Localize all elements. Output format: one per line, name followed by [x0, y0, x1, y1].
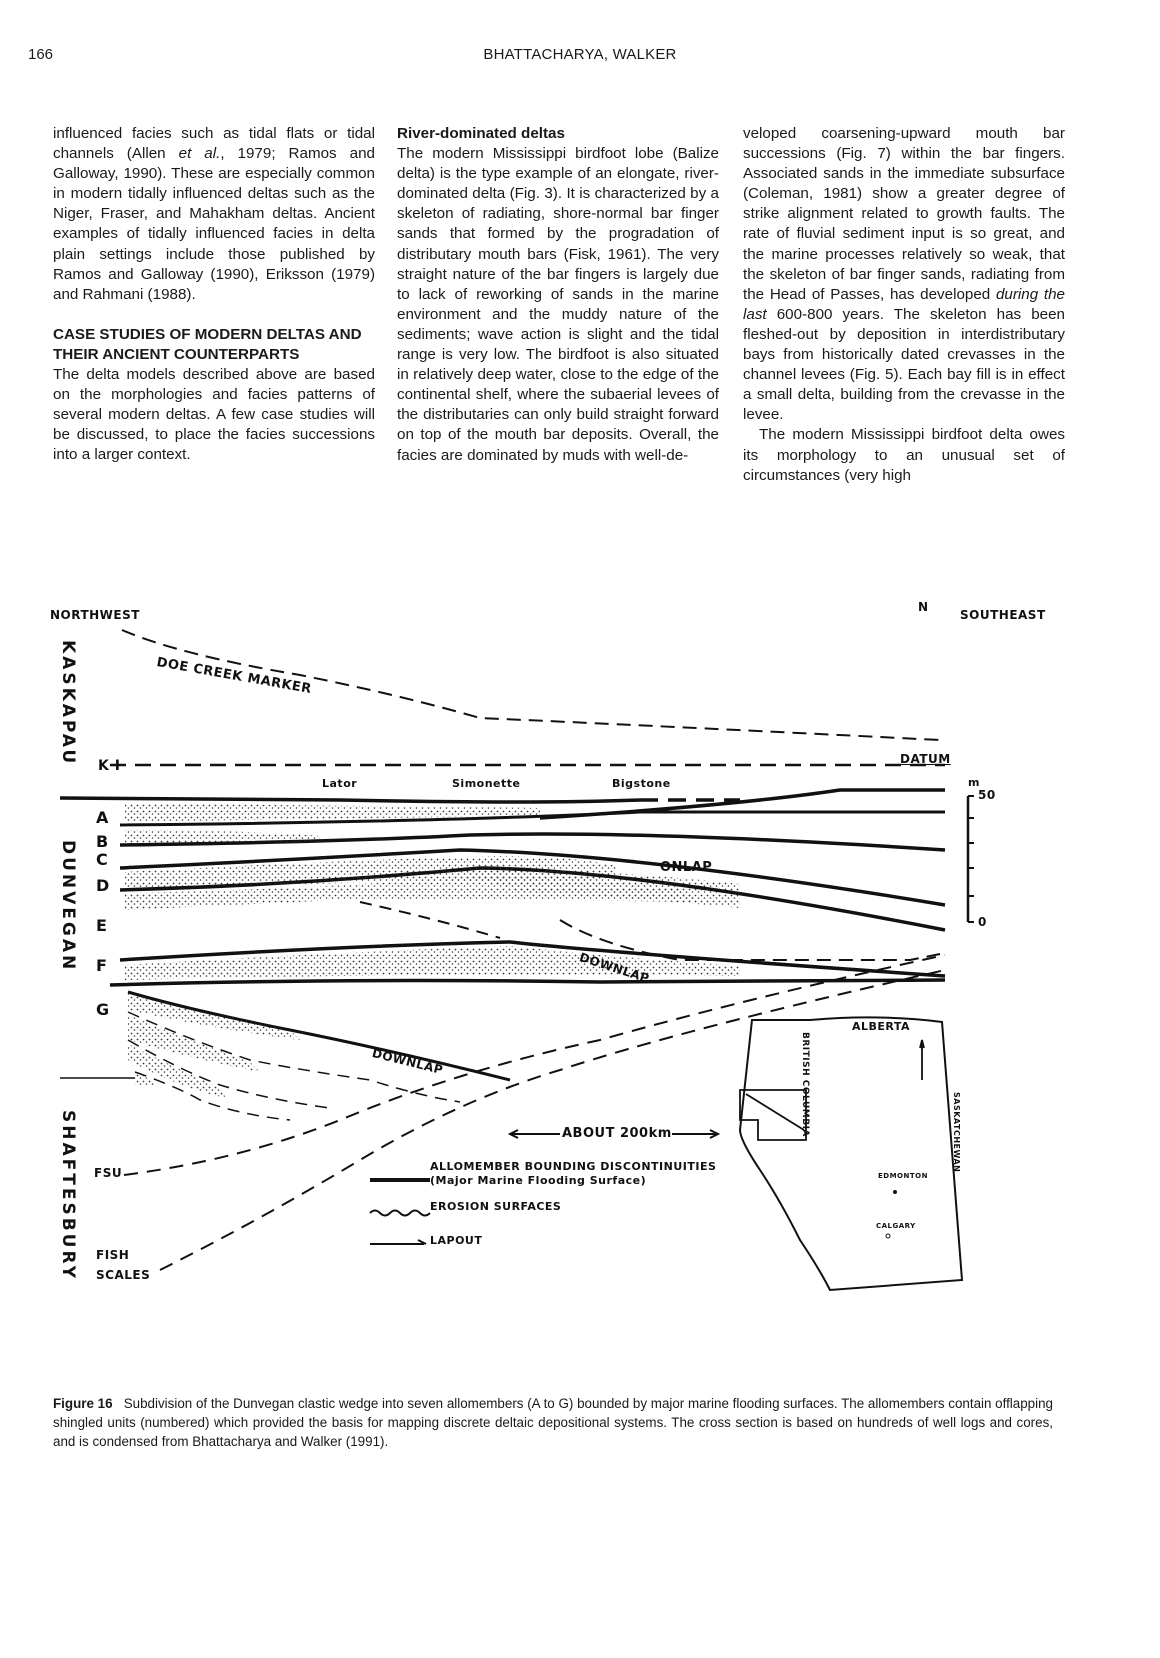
- distance-label: ABOUT 200km: [562, 1126, 672, 1141]
- paragraph: The delta models described above are based on the morphologies and facies patterns of several modern deltas. A few case studies will be discussed, to place the facies successions into a larger context.: [53, 366, 375, 464]
- allomember-b: B: [96, 832, 109, 851]
- map-alberta-label: ALBERTA: [852, 1020, 911, 1033]
- k1-label: K I: [98, 758, 121, 774]
- cross-section-drawing: [40, 600, 1080, 1340]
- allomember-e: E: [96, 916, 107, 935]
- page-number: 166: [28, 46, 54, 63]
- shaftesbury-label: SHAFTESBURY: [58, 1110, 78, 1281]
- map-edmonton-label: EDMONTON: [878, 1172, 928, 1180]
- scale-top-label: 50: [978, 788, 996, 802]
- datum-label: DATUM: [900, 752, 951, 766]
- fsu-label: FSU: [94, 1166, 123, 1180]
- figure-cross-section: [40, 600, 1080, 1340]
- scales-label: SCALES: [96, 1268, 151, 1282]
- text-column-3: [743, 124, 1065, 486]
- southeast-label: SOUTHEAST: [960, 608, 1046, 622]
- caption-text: Subdivision of the Dunvegan clastic wedge into seven allomembers (A to G) bounded by major marine flooding surfaces. The allomembers contain offlapping shingled units (numbered) which provided the basis for mapping discrete deltaic depositional systems. The cross section is based on hundreds of well logs and cores, and is condensed from Bhattacharya and Walker (1991).: [53, 1396, 1053, 1449]
- paragraph: veloped coarsening-upward mouth bar successions (Fig. 7) within the bar fingers. Associated sands in the immediate subsurface (Coleman, 1981) show a greater degree of strike alignment related to growth faults. The rate of fluvial sediment input is so great, and the marine processes relatively so weak, that the skeleton of bar finger sands, radiating from the Head of Passes, has developed during the last 600-800 years. The skeleton has been fleshed-out by deposition in interdistributary bays from historically dated crevasses in the channel levees (Fig. 5). Each bay fill is in effect a small delta, building from the crevasse in the levee.: [743, 125, 1065, 424]
- simonette-label: Simonette: [452, 777, 521, 790]
- dunvegan-label: DUNVEGAN: [58, 840, 78, 973]
- paragraph: influenced facies such as tidal flats or tidal channels (Allen et al., 1979; Ramos and Galloway, 1990). These are especially common in modern tidally influenced deltas such as the Niger, Fraser, and Mahakham deltas. Ancient examples of tidally influenced facies in delta plain settings include those published by Ramos and Galloway (1990), Eriksson (1979) and Rahmani (1988).: [53, 125, 375, 303]
- legend-allomember-label: ALLOMEMBER BOUNDING DISCONTINUITIES: [430, 1160, 717, 1173]
- text-column-2: [397, 124, 719, 466]
- figure-caption: [53, 1394, 1053, 1451]
- legend-allomember-sublabel: (Major Marine Flooding Surface): [430, 1174, 647, 1187]
- allomember-d: D: [96, 876, 110, 895]
- map-saskatchewan-label: SASKATCHEWAN: [952, 1092, 961, 1173]
- onlap-label: ONLAP: [660, 860, 713, 875]
- paragraph: The modern Mississippi birdfoot delta owes its morphology to an unusual set of circumstances (very high: [743, 426, 1065, 484]
- northwest-label: NORTHWEST: [50, 608, 140, 622]
- scale-unit-label: m: [968, 776, 980, 789]
- allomember-c: C: [96, 850, 108, 869]
- downlap-lower-label: DOWNLAP: [370, 1046, 445, 1078]
- lator-label: Lator: [322, 777, 358, 790]
- legend-erosion-label: EROSION SURFACES: [430, 1200, 562, 1213]
- allomember-g: G: [96, 1000, 110, 1019]
- page-header: [0, 46, 1160, 70]
- section-heading: CASE STUDIES OF MODERN DELTAS AND THEIR ANCIENT COUNTERPARTS: [53, 325, 362, 363]
- paragraph: The modern Mississippi birdfoot lobe (Balize delta) is the type example of an elongate, river-dominated delta (Fig. 3). It is characterized by a skeleton of radiating, shore-normal bar finger sands that formed by the progradation of distributary mouth bars (Fisk, 1961). The very straight nature of the bar fingers is largely due to lack of reworking of sands in the marine environment and the muddy nature of the sediments; wave action is slight and the tidal range is very low. The birdfoot is also situated in relatively deep water, close to the edge of the continental shelf, where the subaerial levees of the distributaries can only build straight forward on top of the mouth bar deposits. Overall, the facies are dominated by muds with well-de-: [397, 145, 719, 464]
- kaskapau-label: KASKAPAU: [58, 640, 78, 767]
- allomember-f: F: [96, 956, 107, 975]
- running-head: BHATTACHARYA, WALKER: [483, 46, 677, 63]
- legend-lapout-label: LAPOUT: [430, 1234, 483, 1247]
- map-british-columbia-label: BRITISH COLUMBIA: [800, 1032, 810, 1137]
- bigstone-label: Bigstone: [612, 777, 671, 790]
- map-calgary-label: CALGARY: [876, 1222, 916, 1230]
- doe-creek-marker-label: DOE CREEK MARKER: [155, 655, 313, 698]
- downlap-upper-label: DOWNLAP: [577, 950, 652, 986]
- text-column-1: [53, 124, 375, 466]
- subsection-heading: River-dominated deltas: [397, 125, 565, 142]
- allomember-a: A: [96, 808, 109, 827]
- map-north-label: N: [918, 600, 929, 614]
- caption-label: Figure 16: [53, 1396, 113, 1411]
- scale-bottom-label: 0: [978, 915, 987, 929]
- fish-label: FISH: [96, 1248, 130, 1262]
